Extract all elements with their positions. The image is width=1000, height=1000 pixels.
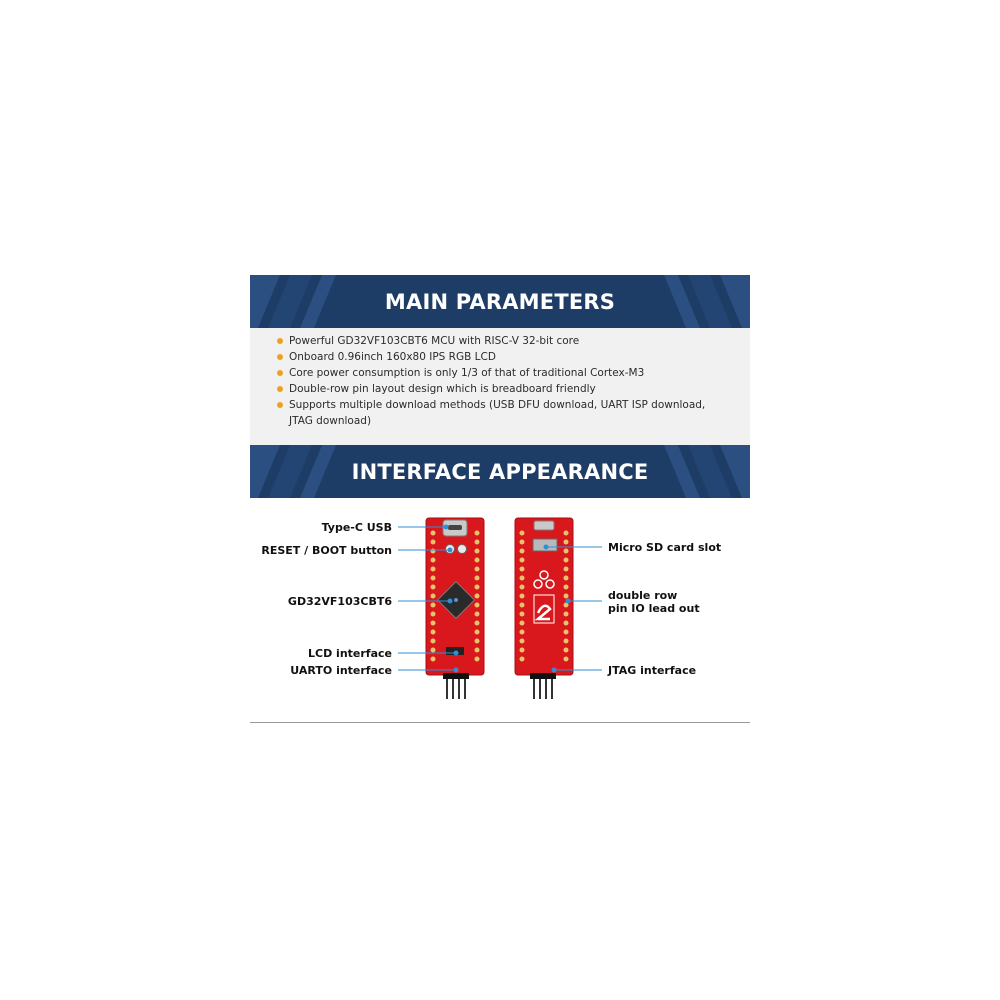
label-reset-boot-button: RESET / BOOT button [261, 544, 392, 557]
main-parameters-title: MAIN PARAMETERS [384, 289, 616, 314]
interface-appearance-title: INTERFACE APPEARANCE [351, 459, 649, 484]
parameter-text: Core power consumption is only 1/3 of that of traditional Cortex-M3 [289, 367, 645, 379]
parameter-text: Onboard 0.96inch 160x80 IPS RGB LCD [289, 351, 496, 363]
label-type-c-usb: Type-C USB [321, 521, 392, 534]
label-mcu: GD32VF103CBT6 [287, 595, 392, 608]
parameter-text: Double-row pin layout design which is breadboard friendly [289, 383, 596, 395]
parameter-text: Supports multiple download methods (USB DFU download, UART ISP download, JTAG download) [289, 399, 706, 427]
product-info-card [250, 275, 750, 725]
label-double-row-pins: double row pin IO lead out [608, 589, 700, 615]
parameter-text: Powerful GD32VF103CBT6 MCU with RISC-V 32-bit core [289, 335, 580, 347]
label-uart-interface: UARTO interface [290, 664, 392, 677]
label-micro-sd-slot: Micro SD card slot [608, 541, 722, 554]
circuit-board-back-icon [515, 518, 573, 699]
label-lcd-interface: LCD interface [308, 647, 392, 660]
bottom-divider [250, 722, 750, 723]
label-jtag-interface: JTAG interface [608, 664, 697, 677]
